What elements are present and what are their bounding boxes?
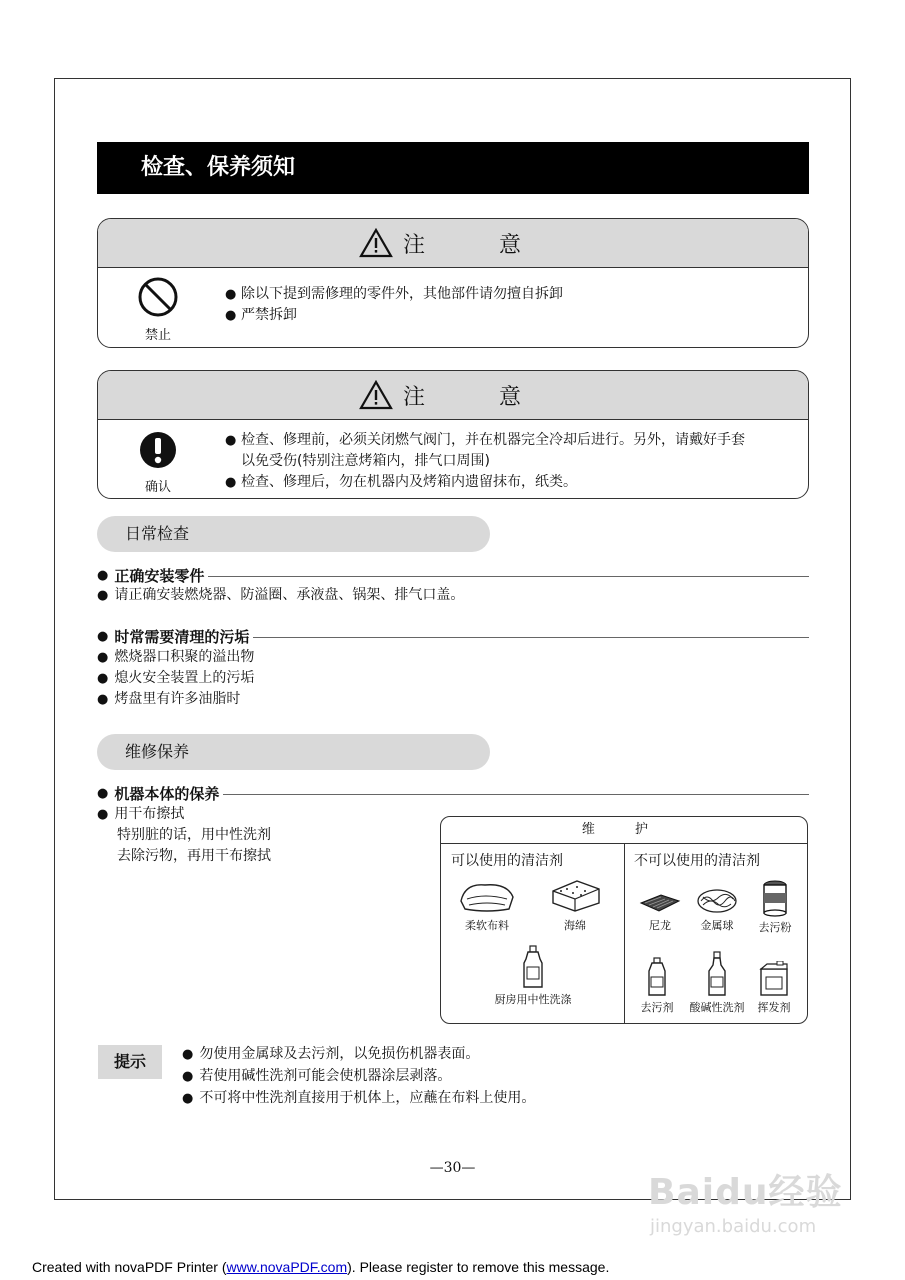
caution-line: ● 严禁拆卸: [225, 305, 794, 326]
soft-cloth-item: [451, 877, 523, 933]
prohibit-icon: [137, 276, 179, 318]
list-item-text: 燃烧器口积聚的溢出物: [114, 649, 255, 665]
item-label: 去污剂: [640, 1001, 674, 1014]
cloth-icon: [457, 877, 517, 915]
prohibit-icon-group: [136, 276, 180, 343]
caution-line-cont: 以免受伤(特别注意烤箱内，排气口周围): [241, 453, 490, 469]
footer-prefix: Created with novaPDF Printer (: [32, 1259, 227, 1275]
section-title: 机器本体的保养: [114, 784, 220, 803]
tip-item: [182, 1044, 479, 1065]
bullet-icon: ●: [97, 671, 109, 686]
page-title: 检查、保养须知: [97, 142, 809, 194]
cannot-use-heading: 不可以使用的清洁剂: [634, 853, 760, 869]
list-item: [97, 647, 254, 668]
caution-line: ● 除以下提到需修理的零件外，其他部件请勿擅自拆卸: [225, 284, 794, 305]
tip-text: 若使用碱性洗剂可能会使机器涂层剥落。: [199, 1068, 452, 1084]
novapdf-link[interactable]: www.novaPDF.com: [226, 1259, 348, 1275]
item-label: 酸碱性洗剂: [689, 1001, 745, 1014]
watermark-logo: Baidu经验: [648, 1172, 843, 1213]
pdf-footer: [32, 1259, 609, 1275]
bullet-icon: ●: [182, 1047, 194, 1062]
sponge-icon: [547, 877, 603, 915]
volatile-agent-item: [741, 961, 807, 1015]
tip-text: 勿使用金属球及去污剂，以免损伤机器表面。: [199, 1046, 480, 1062]
caution-line: ● 检查、修理前，必须关闭燃气阀门，并在机器完全冷却后进行。另外，请戴好手套: [225, 430, 794, 451]
divider: [223, 794, 809, 795]
sponge-item: [539, 877, 611, 933]
tip-label: 提示: [98, 1045, 162, 1079]
item-label: 金属球: [700, 919, 734, 932]
cleanser-powder-item: [739, 879, 811, 935]
cleaning-agent-table: [440, 816, 808, 1024]
tip-item: [182, 1066, 451, 1087]
bullet-icon: ●: [97, 588, 109, 603]
divider: [208, 576, 809, 577]
section-heading: [97, 565, 809, 585]
section-title: 正确安装零件: [114, 566, 205, 585]
bullet-icon: ●: [97, 692, 109, 707]
bullet-icon: ●: [182, 1069, 194, 1084]
nylon-pad-icon: [639, 891, 681, 915]
caution-lines: [225, 284, 794, 326]
section-heading: [97, 783, 809, 803]
list-item: [97, 689, 240, 710]
caution-box-confirm: [97, 370, 809, 499]
bottle-icon: [646, 957, 668, 997]
confirm-icon-group: [136, 430, 180, 495]
list-item-text: 熄火安全装置上的污垢: [114, 670, 255, 686]
item-label: 挥发剂: [757, 1001, 791, 1014]
bullet-icon: ●: [97, 567, 109, 583]
powder-can-icon: [761, 879, 789, 917]
warning-triangle-icon: [359, 228, 393, 258]
caution-lines: [225, 430, 794, 493]
list-item-text: 烤盘里有许多油脂时: [114, 691, 241, 707]
neutral-detergent-item: [483, 945, 583, 1007]
section-title: 时常需要清理的污垢: [114, 627, 250, 646]
item-label: 尼龙: [649, 919, 671, 932]
list-item-cont: 特别脏的话，用中性洗剂: [117, 827, 271, 843]
item-label: 海绵: [564, 919, 586, 932]
steel-wool-icon: [695, 887, 739, 915]
bottle-icon: [521, 945, 545, 989]
solvent-can-icon: [757, 961, 791, 997]
bullet-icon: ●: [97, 807, 109, 822]
list-item: [97, 668, 254, 689]
page-number: —30—: [429, 1160, 476, 1176]
bullet-icon: ●: [97, 628, 109, 644]
tip-text: 不可将中性洗剂直接用于机体上，应蘸在布料上使用。: [199, 1090, 536, 1106]
bullet-icon: ●: [97, 785, 109, 801]
watermark-url: jingyan.baidu.com: [650, 1216, 817, 1237]
list-item: [97, 804, 184, 825]
item-label: 柔软布料: [465, 919, 509, 932]
item-label: 去污粉: [758, 921, 792, 934]
bullet-icon: ●: [97, 650, 109, 665]
bottle-icon: [706, 951, 728, 997]
list-item-text: 请正确安装燃烧器、防溢圈、承液盘、锅架、排气口盖。: [114, 587, 465, 603]
daily-check-label: 日常检查: [97, 516, 490, 552]
prohibit-label: 禁止: [144, 328, 171, 343]
table-title: 维 护: [441, 817, 807, 844]
tip-item: [182, 1088, 535, 1109]
warning-triangle-icon: [359, 380, 393, 410]
can-use-heading: 可以使用的清洁剂: [451, 853, 563, 869]
caution-title: 注 意: [402, 232, 547, 258]
caution-header: [98, 371, 808, 420]
list-item-text: 用干布擦拭: [114, 806, 185, 822]
caution-header: [98, 219, 808, 268]
list-item-cont: 去除污物，再用干布擦拭: [117, 848, 271, 864]
caution-title: 注 意: [402, 384, 547, 410]
exclamation-circle-icon: [138, 430, 178, 470]
bullet-icon: ●: [182, 1091, 194, 1106]
footer-suffix: ). Please register to remove this message.: [347, 1259, 610, 1275]
item-label: 厨房用中性洗涤: [494, 993, 572, 1006]
caution-box-prohibit: [97, 218, 809, 348]
caution-line: ● 检查、修理后，勿在机器内及烤箱内遗留抹布，纸类。: [225, 472, 794, 493]
section-heading: [97, 626, 809, 646]
list-item: [97, 585, 464, 606]
maintenance-label: 维修保养: [97, 734, 490, 770]
divider: [253, 637, 809, 638]
confirm-label: 确认: [144, 480, 171, 495]
